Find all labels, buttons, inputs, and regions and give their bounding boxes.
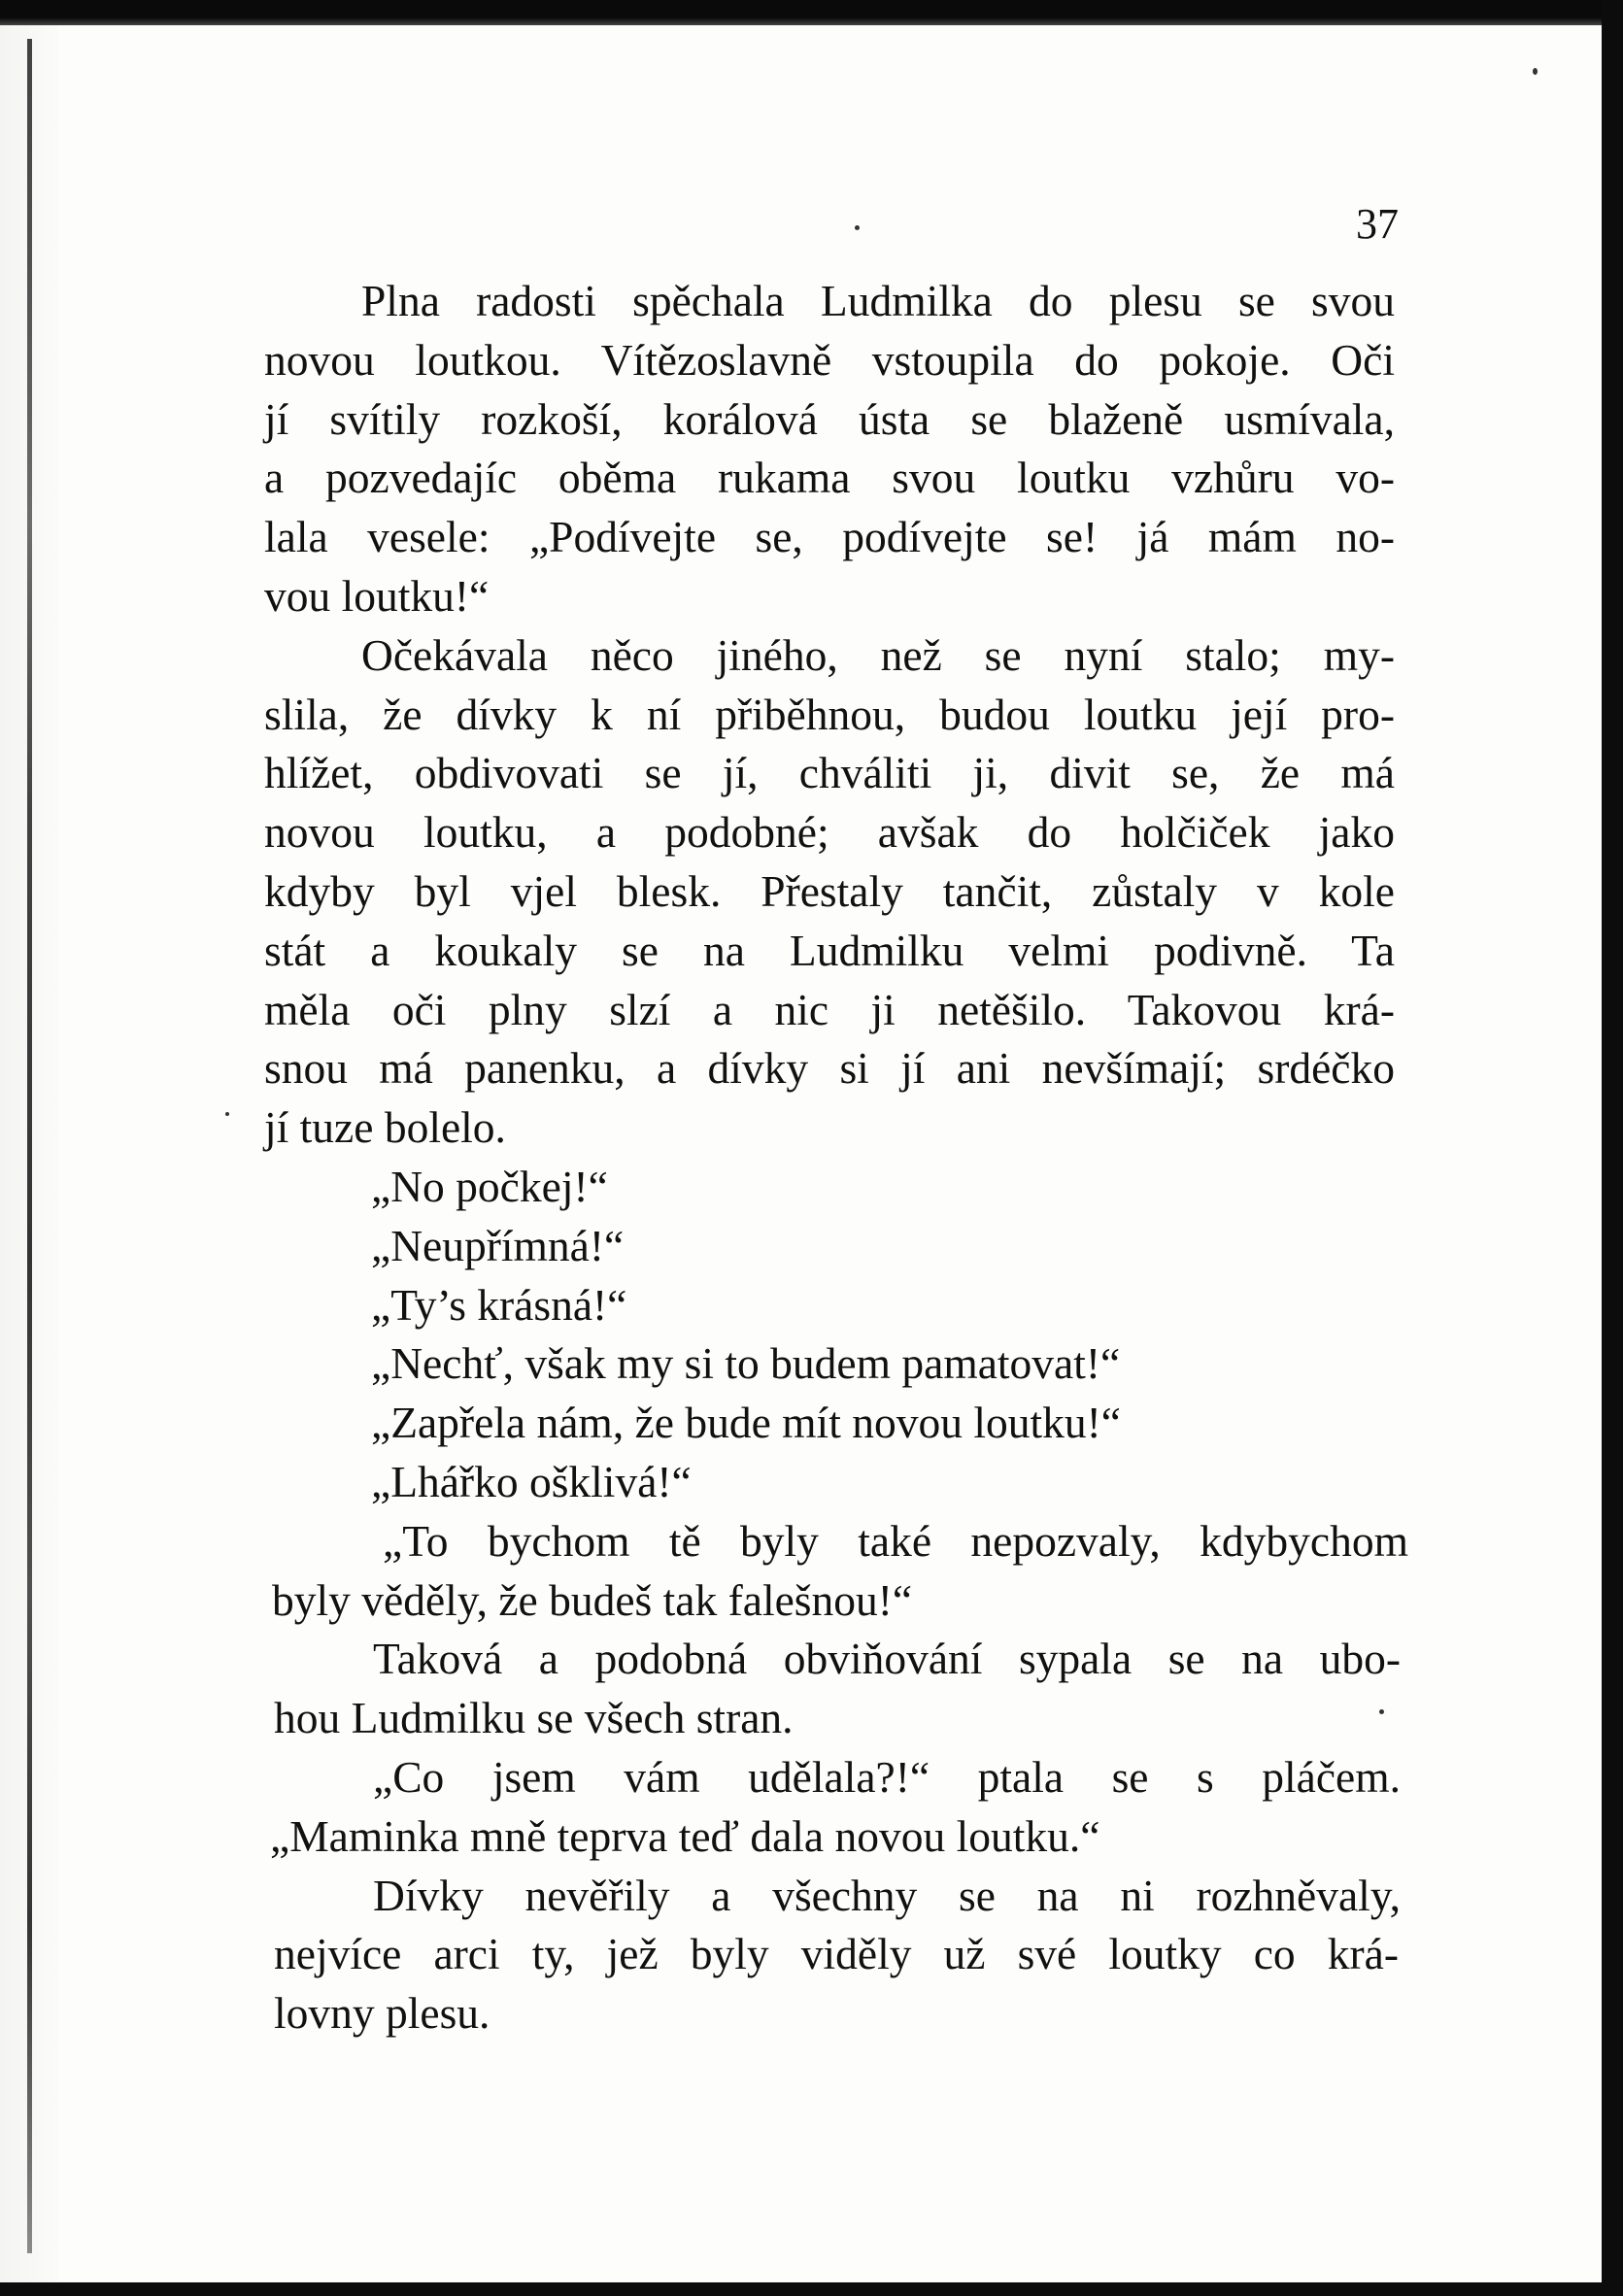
- text-line: novou loutku, a podobné; avšak do holčiček jako: [264, 807, 1395, 858]
- text-line: kdyby byl vjel blesk. Přestaly tančit, zůstaly v kole: [264, 865, 1395, 916]
- dialog-line: „To bychom tě byly také nepozvaly, kdybychom: [383, 1515, 1408, 1566]
- page-number: 37: [1356, 200, 1399, 248]
- text-line: jí tuze bolelo.: [264, 1102, 506, 1153]
- text-line: nejvíce arci ty, jež byly viděly už své loutky co krá-: [274, 1929, 1399, 1979]
- scan-border-top: [0, 0, 1623, 25]
- dialog-line: „Lhářko ošklivá!“: [371, 1456, 692, 1506]
- text-line: měla oči plny slzí a nic ji netěšilo. Takovou krá-: [264, 984, 1395, 1034]
- dialog-line: „Nechť, však my si to budem pamatovat!“: [371, 1338, 1121, 1389]
- scan-border-right: [1602, 0, 1623, 2296]
- dialog-line: „Ty’s krásná!“: [371, 1279, 627, 1330]
- scan-speck: [855, 225, 860, 230]
- text-line: Taková a podobná obviňování sypala se na ubo-: [373, 1634, 1401, 1684]
- text-line: Očekávala něco jiného, než se nyní stalo; my-: [361, 629, 1395, 680]
- text-line: „Maminka mně teprva teď dala novou loutku.“: [270, 1810, 1100, 1861]
- text-line: Dívky nevěřily a všechny se na ni rozhněvaly,: [373, 1870, 1401, 1920]
- binding-edge: [27, 39, 32, 2253]
- text-line: lovny plesu.: [274, 1988, 490, 2039]
- dialog-line: „Zapřela nám, že bude mít novou loutku!“: [371, 1398, 1121, 1448]
- text-line: Plna radosti spěchala Ludmilka do plesu se svou: [361, 276, 1395, 325]
- dialog-line: „Neupřímná!“: [371, 1220, 625, 1270]
- text-line: slila, že dívky k ní přiběhnou, budou loutku její pro-: [264, 689, 1395, 739]
- text-line: novou loutkou. Vítězoslavně vstoupila do pokoje. Oči: [264, 334, 1395, 385]
- body-text: [264, 272, 1408, 2043]
- dialog-line: „No počkej!“: [371, 1161, 608, 1211]
- text-line: hlížet, obdivovati se jí, chváliti ji, divit se, že má: [264, 748, 1395, 798]
- text-line: vou loutku!“: [264, 570, 490, 621]
- scan-speck: [225, 1112, 229, 1116]
- text-line: jí svítily rozkoší, korálová ústa se blaženě usmívala,: [264, 393, 1395, 444]
- text-line: hou Ludmilku se všech stran.: [274, 1693, 794, 1743]
- text-line: snou má panenku, a dívky si jí ani nevšímají; srdéčko: [264, 1043, 1395, 1094]
- text-line: „Co jsem vám udělala?!“ ptala se s pláčem.: [373, 1751, 1401, 1802]
- scan-border-bottom: [0, 2282, 1623, 2296]
- scan-speck: [1533, 68, 1538, 75]
- text-line: lala vesele: „Podívejte se, podívejte se! já mám no-: [264, 512, 1395, 562]
- text-line: byly věděly, že budeš tak falešnou!“: [272, 1574, 913, 1625]
- text-line: a pozvedajíc oběma rukama svou loutku vzhůru vo-: [264, 453, 1395, 503]
- text-line: stát a koukaly se na Ludmilku velmi podivně. Ta: [264, 925, 1395, 975]
